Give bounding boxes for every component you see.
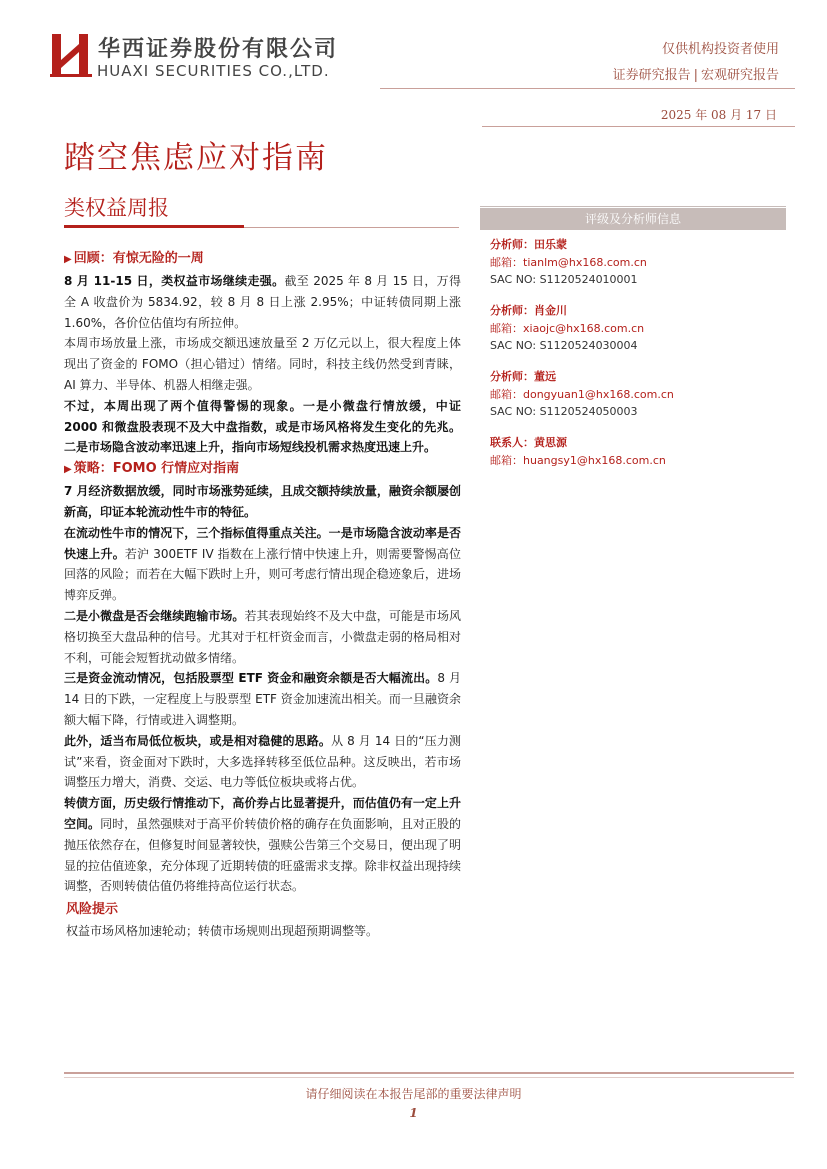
subtitle-rule	[244, 227, 459, 228]
analyst-panel	[490, 236, 780, 483]
report-type-1: 证券研究报告	[612, 68, 691, 83]
report-type-tag	[613, 64, 779, 83]
section-heading-strategy: ▶ 策略：FOMO 行情应对指南	[64, 461, 240, 477]
report-body	[64, 248, 461, 942]
company-name-en: HUAXI SECURITIES CO.,LTD.	[97, 62, 330, 80]
triangle-bullet-icon: ▶	[64, 464, 72, 476]
analyst-sac: SAC NO: S1120524050003	[490, 405, 638, 418]
report-date: 2025 年 08 月 17 日	[660, 108, 777, 122]
analyst-sac: SAC NO: S1120524010001	[490, 273, 638, 286]
analyst-sac: SAC NO: S1120524030004	[490, 339, 638, 352]
paragraph: 二是小微盘是否会继续跑输市场。若其表现始终不及大中盘，可能是市场风格切换至大盘品种的信号。尤其对于杠杆资金而言，小微盘走弱的格局相对不利，可能会短暂扰动做多情绪。	[64, 608, 461, 665]
paragraph: 三是资金流动情况，包括股票型 ETF 资金和融资余额是否大幅流出。8 月 14 日的下跌，一定程度上与股票型 ETF 资金加速流出相关。而一旦融资余额大幅下降，行情或进入调整期。	[64, 671, 461, 727]
risk-heading: 风险提示	[66, 902, 119, 918]
report-type-separator: |	[693, 68, 698, 83]
analyst-email[interactable]: 邮箱：xiaojc@hx168.com.cn	[490, 322, 645, 335]
paragraph: 此外，适当布局低位板块，或是相对稳健的思路。从 8 月 14 日的“压力测试”来看，资金面对下跌时，大多选择转移至低位品种。这反映出，若市场调整压力增大，消费、交运、电力等低位板块或将占优。	[64, 733, 461, 790]
report-type-2: 宏观研究报告	[700, 68, 779, 83]
analyst-entry	[490, 302, 780, 354]
report-subtitle: 类权益周报	[64, 196, 169, 220]
company-logo-icon	[50, 30, 92, 78]
analyst-email[interactable]: 邮箱：dongyuan1@hx168.com.cn	[490, 388, 674, 401]
analyst-entry	[490, 368, 780, 420]
analyst-email[interactable]: 邮箱：tianlm@hx168.com.cn	[490, 256, 647, 269]
section-heading-review: ▶ 回顾：有惊无险的一周	[64, 251, 204, 266]
analyst-entry	[490, 236, 780, 288]
contact-entry	[490, 434, 780, 469]
footer-rule-thin	[64, 1077, 794, 1078]
risk-text: 权益市场风格加速轮动；转债市场规则出现超预期调整等。	[66, 924, 379, 939]
footer-disclaimer: 请仔细阅读在本报告尾部的重要法律声明	[305, 1087, 522, 1101]
panel-top-rule	[480, 206, 786, 207]
contact-name: 联系人：黄思源	[490, 436, 567, 449]
audience-tag: 仅供机构投资者使用	[661, 42, 779, 57]
subtitle-underline	[64, 225, 244, 228]
footer-rule	[64, 1072, 794, 1074]
analyst-name: 分析师：董远	[490, 370, 556, 383]
date-divider	[482, 126, 795, 127]
paragraph: 在流动性牛市的情况下，三个指标值得重点关注。一是市场隐含波动率是否快速上升。若沪 300ETF IV 指数在上涨行情中快速上升，则需要警惕高位回落的风险；而若在大幅下跌时上升，则可考虑行情出现企稳迹象后，进场博弈反弹。	[64, 525, 461, 603]
paragraph: 转债方面，历史级行情推动下，高价券占比显著提升，而估值仍有一定上升空间。同时，虽然强赎对于高平价转债价格的确存在负面影响，且对正股的抛压依然存在，但修复时间显著较快，强赎公告第三个交易日，便出现了明显的拉估值迹象，充分体现了近期转债的旺盛需求支撑。除非权益出现持续调整，否则转债估值仍将维持高位运行状态。	[64, 796, 461, 894]
company-name-cn: 华西证券股份有限公司	[98, 36, 339, 62]
paragraph: 不过，本周出现了两个值得警惕的现象。一是小微盘行情放缓，中证 2000 和微盘股表现不及大中盘指数，或是市场风格将发生变化的先兆。二是市场隐含波动率迅速上升，指向市场短线投机需求热度迅速上升。	[64, 398, 461, 455]
paragraph: 7 月经济数据放缓，同时市场涨势延续，且成交额持续放量，融资余额屡创新高，印证本轮流动性牛市的特征。	[64, 484, 461, 519]
contact-email[interactable]: 邮箱：huangsy1@hx168.com.cn	[490, 454, 666, 467]
header-divider	[380, 88, 795, 89]
triangle-bullet-icon: ▶	[64, 254, 72, 265]
page-number: 1	[409, 1106, 418, 1120]
analyst-panel-header: 评级及分析师信息	[480, 208, 786, 230]
paragraph: 本周市场放量上涨，市场成交额迅速放量至 2 万亿元以上，很大程度上体现出了资金的 FOMO（担心错过）情绪。同时，科技主线仍然受到青睐，AI 算力、半导体、机器人相继走强。	[64, 336, 461, 392]
analyst-name: 分析师：肖金川	[490, 304, 567, 317]
report-title: 踏空焦虑应对指南	[64, 140, 328, 176]
paragraph: 8 月 11-15 日，类权益市场继续走强。截至 2025 年 8 月 15 日，万得全 A 收盘价为 5834.92，较 8 月 8 日上涨 2.95%；中证转债同期上涨 1.60%，各价位估值均有所拉伸。	[64, 274, 461, 330]
analyst-name: 分析师：田乐蒙	[490, 238, 567, 251]
